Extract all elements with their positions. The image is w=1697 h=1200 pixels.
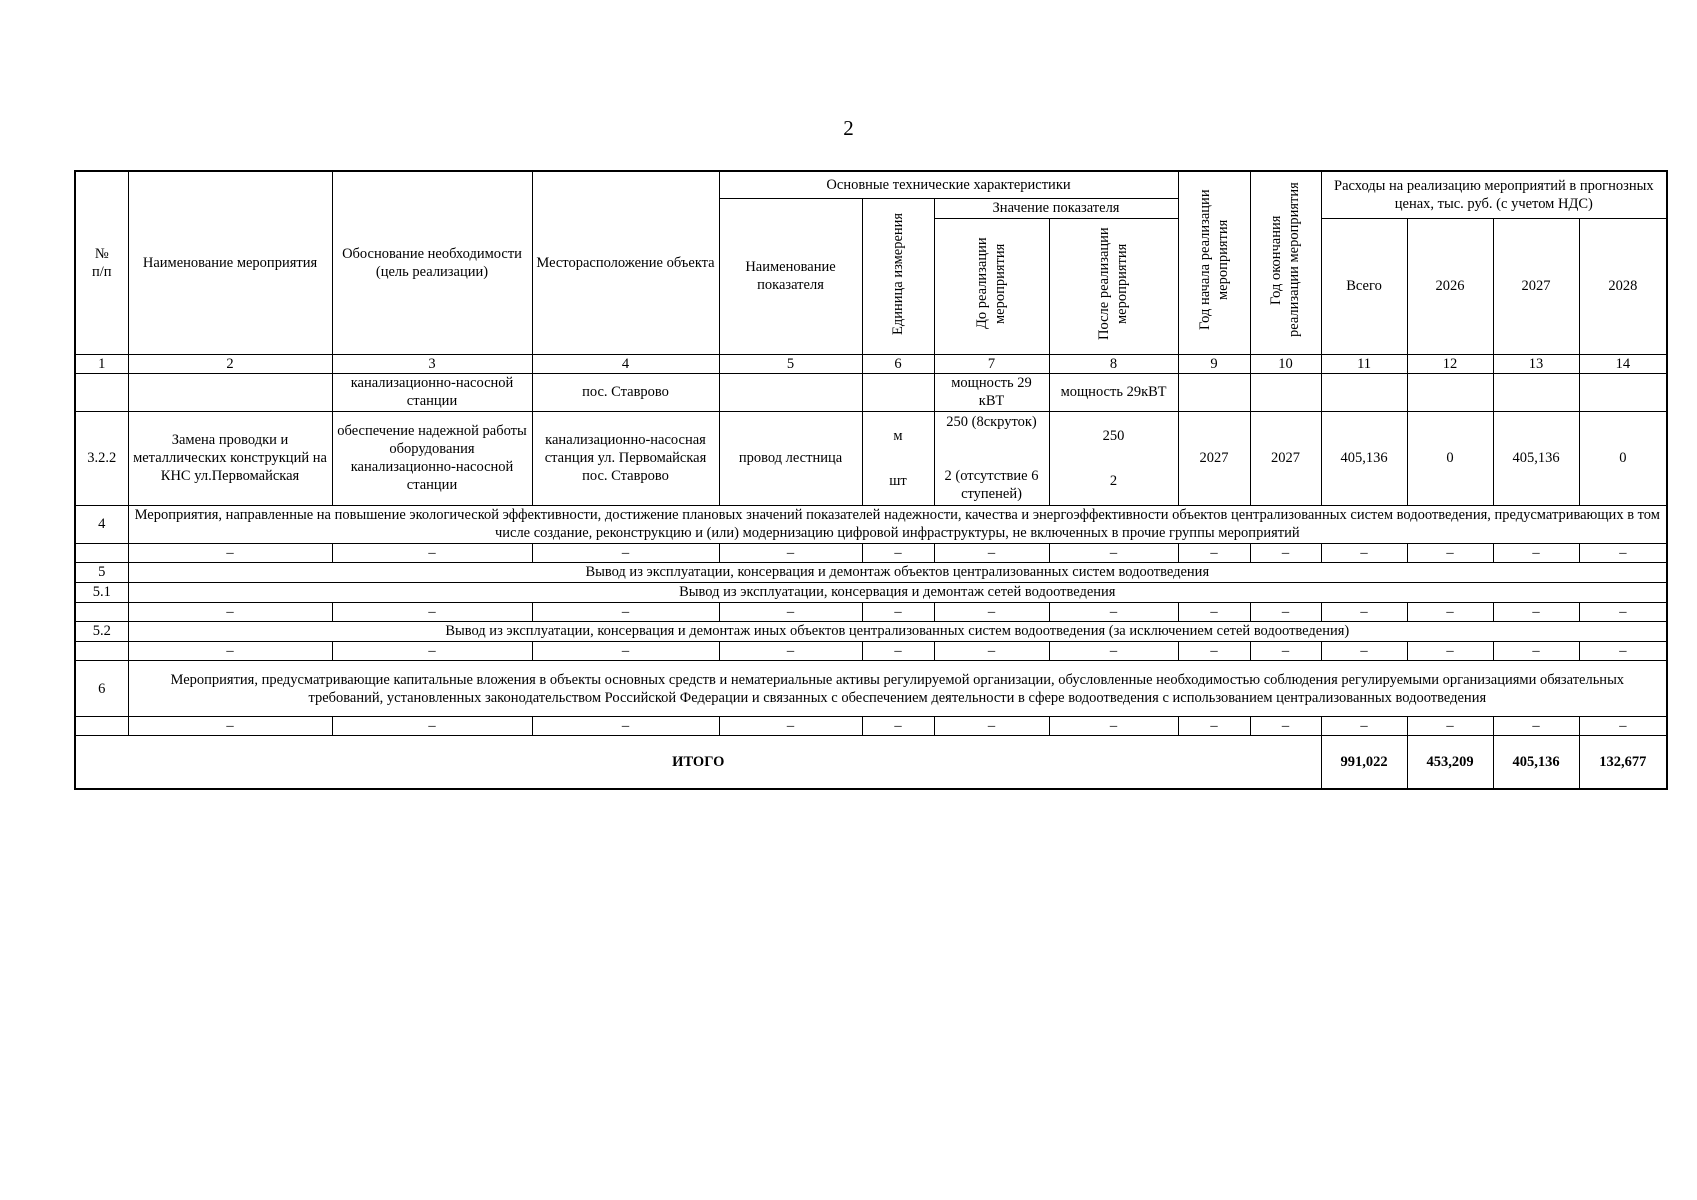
section-num: 5 xyxy=(75,562,128,582)
unit-value: шт xyxy=(889,472,907,489)
column-number: 4 xyxy=(532,354,719,373)
header-name: Наименование мероприятия xyxy=(128,171,332,354)
dash-cell: – xyxy=(1250,642,1321,661)
section-title: Вывод из эксплуатации, консервация и демонтаж иных объектов централизованных систем водоотведения (за исключением сетей водоотведения) xyxy=(128,622,1667,642)
section-row xyxy=(75,661,1667,717)
column-number: 9 xyxy=(1178,354,1250,373)
dash-cell: – xyxy=(1321,602,1407,621)
dash-row xyxy=(75,642,1667,661)
continued-reason: канализационно-насосной станции xyxy=(332,373,532,411)
dash-cell: – xyxy=(934,642,1049,661)
row-start: 2027 xyxy=(1178,411,1250,505)
header-num: № п/п xyxy=(75,171,128,354)
dash-cell: – xyxy=(1407,717,1493,736)
section-num: 5.2 xyxy=(75,622,128,642)
dash-cell: – xyxy=(1493,717,1579,736)
header-start-year: Год начала реализации мероприятия xyxy=(1178,171,1250,354)
column-number: 11 xyxy=(1321,354,1407,373)
header-total: Всего xyxy=(1321,219,1407,354)
dash-cell: – xyxy=(1178,642,1250,661)
dash-cell: – xyxy=(1493,602,1579,621)
header-value-group: Значение показателя xyxy=(934,198,1178,219)
section-row xyxy=(75,622,1667,642)
dash-cell: – xyxy=(1049,642,1178,661)
column-numbers-row xyxy=(75,354,1667,373)
column-number: 5 xyxy=(719,354,862,373)
dash-cell: – xyxy=(1579,602,1667,621)
column-number: 6 xyxy=(862,354,934,373)
dash-cell: – xyxy=(1178,543,1250,562)
header-2027: 2027 xyxy=(1493,219,1579,354)
section-num: 4 xyxy=(75,505,128,543)
dash-cell: – xyxy=(862,543,934,562)
row-2028: 0 xyxy=(1579,411,1667,505)
dash-cell: – xyxy=(332,642,532,661)
dash-cell: – xyxy=(532,602,719,621)
header-end-year: Год окончания реализации мероприятия xyxy=(1250,171,1321,354)
dash-cell: – xyxy=(1407,642,1493,661)
header-unit: Единица измерения xyxy=(862,198,934,354)
table-row xyxy=(75,411,1667,505)
dash-cell: – xyxy=(1493,543,1579,562)
dash-cell: – xyxy=(332,543,532,562)
header-2028: 2028 xyxy=(1579,219,1667,354)
before-value: 2 (отсутствие 6 ступеней) xyxy=(944,468,1039,503)
dash-cell: – xyxy=(1579,543,1667,562)
dash-cell: – xyxy=(719,543,862,562)
dash-cell: – xyxy=(719,717,862,736)
dash-row xyxy=(75,602,1667,621)
column-number: 8 xyxy=(1049,354,1178,373)
section-title: Вывод из эксплуатации, консервация и демонтаж сетей водоотведения xyxy=(128,582,1667,602)
dash-cell: – xyxy=(1049,717,1178,736)
section-row xyxy=(75,562,1667,582)
header-2026: 2026 xyxy=(1407,219,1493,354)
dash-cell: – xyxy=(1579,717,1667,736)
dash-cell: – xyxy=(719,602,862,621)
column-number: 13 xyxy=(1493,354,1579,373)
dash-row xyxy=(75,717,1667,736)
column-number: 1 xyxy=(75,354,128,373)
section-num: 6 xyxy=(75,661,128,717)
dash-cell: – xyxy=(1178,717,1250,736)
dash-cell: – xyxy=(128,717,332,736)
dash-cell: – xyxy=(1049,602,1178,621)
dash-cell: – xyxy=(1250,717,1321,736)
header-location: Месторасположение объекта xyxy=(532,171,719,354)
row-2027: 405,136 xyxy=(1493,411,1579,505)
dash-cell: – xyxy=(1407,543,1493,562)
dash-cell: – xyxy=(532,717,719,736)
dash-cell: – xyxy=(128,642,332,661)
section-title: Мероприятия, предусматривающие капитальные вложения в объекты основных средств и нематериальные активы регулируемой организации, обусловленные необходимостью соблюдения регулируемыми организациями обязательных требований, установленных законодательством Российской Федерации и связанных с обеспечением деятельности в сфере водоотведения с использованием централизованных водоотведения xyxy=(128,661,1667,717)
row-unit xyxy=(862,411,934,505)
header-reason: Обоснование необходимости (цель реализации) xyxy=(332,171,532,354)
investment-plan-table xyxy=(74,170,1668,790)
total-2027: 405,136 xyxy=(1493,736,1579,790)
dash-cell: – xyxy=(719,642,862,661)
dash-cell: – xyxy=(1178,602,1250,621)
dash-cell: – xyxy=(934,543,1049,562)
section-num: 5.1 xyxy=(75,582,128,602)
continued-location: пос. Ставрово xyxy=(532,373,719,411)
column-number: 7 xyxy=(934,354,1049,373)
dash-cell: – xyxy=(332,717,532,736)
dash-cell: – xyxy=(1493,642,1579,661)
continued-before: мощность 29 кВТ xyxy=(934,373,1049,411)
section-row xyxy=(75,582,1667,602)
dash-cell: – xyxy=(934,602,1049,621)
total-label: ИТОГО xyxy=(75,736,1321,790)
section-row xyxy=(75,505,1667,543)
before-value: 250 (8скруток) xyxy=(946,414,1037,431)
dash-cell: – xyxy=(862,717,934,736)
dash-cell: – xyxy=(532,543,719,562)
after-value: 250 xyxy=(1102,427,1125,444)
row-location: канализационно-насосная станция ул. Первомайская пос. Ставрово xyxy=(532,411,719,505)
dash-cell: – xyxy=(1321,543,1407,562)
row-reason: обеспечение надежной работы оборудования канализационно-насосной станции xyxy=(332,411,532,505)
header-before: До реализации мероприятия xyxy=(934,219,1049,354)
header-indicator: Наименование показателя xyxy=(719,198,862,354)
section-title: Вывод из эксплуатации, консервация и демонтаж объектов централизованных систем водоотведения xyxy=(128,562,1667,582)
dash-cell: – xyxy=(862,642,934,661)
dash-cell: – xyxy=(128,543,332,562)
dash-cell: – xyxy=(128,602,332,621)
dash-cell: – xyxy=(1250,543,1321,562)
continued-row xyxy=(75,373,1667,411)
continued-after: мощность 29кВТ xyxy=(1049,373,1178,411)
dash-cell: – xyxy=(934,717,1049,736)
row-before xyxy=(934,411,1049,505)
page-number: 2 xyxy=(843,116,854,140)
row-2026: 0 xyxy=(1407,411,1493,505)
dash-cell: – xyxy=(532,642,719,661)
column-number: 10 xyxy=(1250,354,1321,373)
header-after: После реализации мероприятия xyxy=(1049,219,1178,354)
dash-cell: – xyxy=(1579,642,1667,661)
column-number: 2 xyxy=(128,354,332,373)
row-end: 2027 xyxy=(1250,411,1321,505)
dash-cell: – xyxy=(1321,642,1407,661)
row-indicator: провод лестница xyxy=(719,411,862,505)
total-all: 991,022 xyxy=(1321,736,1407,790)
row-after xyxy=(1049,411,1178,505)
header-tech-group: Основные технические характеристики xyxy=(719,171,1178,198)
total-2026: 453,209 xyxy=(1407,736,1493,790)
dash-cell: – xyxy=(862,602,934,621)
section-title: Мероприятия, направленные на повышение экологической эффективности, достижение плановых значений показателей надежности, качества и энергоэффективности объектов централизованных систем водоотведения, предусматривающих в том числе создание, реконструкцию и (или) модернизацию цифровой инфраструктуры, не включенных в прочие группы мероприятий xyxy=(128,505,1667,543)
row-num: 3.2.2 xyxy=(75,411,128,505)
dash-cell: – xyxy=(1321,717,1407,736)
dash-cell: – xyxy=(1049,543,1178,562)
dash-cell: – xyxy=(1250,602,1321,621)
header-cost-group: Расходы на реализацию мероприятий в прогнозных ценах, тыс. руб. (с учетом НДС) xyxy=(1321,171,1667,219)
after-value: 2 xyxy=(1109,472,1118,489)
row-name: Замена проводки и металлических конструкций на КНС ул.Первомайская xyxy=(128,411,332,505)
total-2028: 132,677 xyxy=(1579,736,1667,790)
dash-row xyxy=(75,543,1667,562)
column-number: 12 xyxy=(1407,354,1493,373)
row-total: 405,136 xyxy=(1321,411,1407,505)
unit-value: м xyxy=(893,427,903,444)
dash-cell: – xyxy=(1407,602,1493,621)
total-row xyxy=(75,736,1667,790)
column-number: 14 xyxy=(1579,354,1667,373)
dash-cell: – xyxy=(332,602,532,621)
column-number: 3 xyxy=(332,354,532,373)
